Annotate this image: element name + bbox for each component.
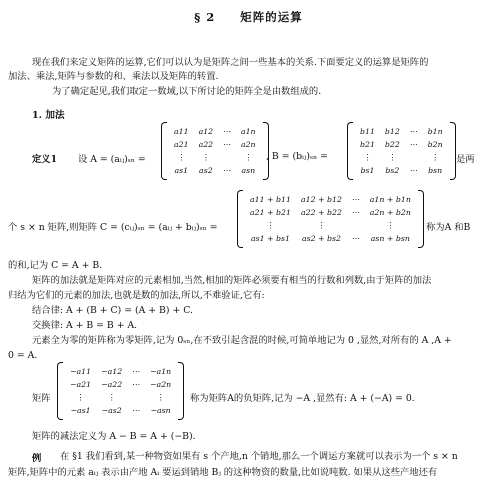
matrix-a-entry: a12 xyxy=(198,126,214,136)
matrix-a-entry: a2n xyxy=(240,139,256,149)
matrix-n-entry: −a21 xyxy=(70,379,92,389)
matrix-c xyxy=(236,190,425,252)
matrix-n-entry: ⋮ xyxy=(76,392,85,402)
matrix-c-entry: a12 + b12 xyxy=(300,194,342,204)
matrix-a-entry: a11 xyxy=(174,126,189,136)
definition-a-text: 设 A = (aᵢⱼ)ₛₙ = xyxy=(78,154,146,165)
matrix-a-entry: as2 xyxy=(199,165,213,175)
negative-matrix-prefix: 矩阵 xyxy=(32,393,51,404)
example-label: 例 xyxy=(32,453,42,464)
matrix-c-entry: ⋯ xyxy=(351,194,360,204)
sum-matrix-intro: 个 s × n 矩阵,则矩阵 C = (cᵢⱼ)ₛₙ = (aᵢⱼ + bᵢⱼ)ₛₙ = xyxy=(8,222,218,233)
definition-tail: 是两 xyxy=(456,154,475,165)
matrix-c-entry: as2 + bs2 xyxy=(301,233,341,243)
matrix-c-entry: a22 + b22 xyxy=(300,207,342,217)
matrix-a-entry: a22 xyxy=(198,139,214,149)
example-line-2: 矩阵,矩阵中的元素 aᵢⱼ 表示由产地 Aᵢ 要运到销地 Bⱼ 的这种物资的数量,比如说吨数. 如果从这些产地还有 xyxy=(8,467,438,478)
body-line-2: 归结为它们的元素的加法,也就是数的加法,所以,不难验证,它有: xyxy=(8,290,265,301)
matrix-a-entry: ⋮ xyxy=(244,152,253,162)
page-title: § 2 矩阵的运算 xyxy=(194,10,303,24)
matrix-c-entry xyxy=(347,219,365,232)
matrix-n-entry: −as2 xyxy=(101,405,122,415)
matrix-b-entry: b11 xyxy=(360,126,375,136)
commutative-law: 交换律: A + B = B + A. xyxy=(32,320,138,331)
matrix-n-entry: −a1n xyxy=(150,366,172,376)
matrix-c-entry: a21 + b21 xyxy=(250,207,291,217)
matrix-a-entry: ⋯ xyxy=(223,139,231,149)
intro-paragraph-2: 为了确定起见,我们取定一数域,以下所讨论的矩阵全是由数组成的. xyxy=(52,86,322,97)
matrix-b-entry: ⋮ xyxy=(388,152,397,162)
matrix-b xyxy=(346,122,457,184)
matrix-b-entry: b22 xyxy=(384,139,400,149)
matrix-c-entry: a1n + b1n xyxy=(369,194,411,204)
zero-matrix-line-1: 元素全为零的矩阵称为零矩阵,记为 0ₛₙ,在不致引起含混的时候,可简单地记为 0 ,显然,对所有的 A ,A + xyxy=(32,335,452,346)
matrix-n-entry: −a11 xyxy=(70,366,92,376)
matrix-a-entry: a21 xyxy=(174,139,189,149)
matrix-b-entry: b12 xyxy=(384,126,400,136)
matrix-n-entry: ⋮ xyxy=(156,392,165,402)
matrix-c-entry: ⋮ xyxy=(266,220,275,230)
matrix-n-entry: ⋯ xyxy=(132,379,141,389)
subtraction-definition: 矩阵的减法定义为 A − B = A + (−B). xyxy=(32,431,196,442)
matrix-negative xyxy=(56,362,185,424)
matrix-c-entry: a2n + b2n xyxy=(369,207,411,217)
matrix-b-entry: b2n xyxy=(427,139,443,149)
matrix-a-entry: as1 xyxy=(174,165,189,175)
matrix-c-entry: ⋯ xyxy=(351,233,360,243)
section-heading-addition: 1. 加法 xyxy=(32,110,65,121)
matrix-b-entry: bs2 xyxy=(385,165,400,175)
matrix-n-entry: −a12 xyxy=(101,366,123,376)
matrix-b-entry: b1n xyxy=(427,126,443,136)
matrix-b-entry: ⋯ xyxy=(409,139,418,149)
definition-b-text: , B = (bᵢⱼ)ₛₙ = xyxy=(266,151,328,162)
matrix-a-entry xyxy=(218,151,236,164)
matrix-n-entry: −as1 xyxy=(70,405,91,415)
matrix-b-entry: ⋮ xyxy=(431,152,440,162)
matrix-a-entry: ⋮ xyxy=(177,152,186,162)
matrix-n-entry: −asn xyxy=(150,405,171,415)
matrix-n-entry: ⋮ xyxy=(107,392,116,402)
body-line-1: 矩阵的加法就是矩阵对应的元素相加,当然,相加的矩阵必须要有相当的行数和列数,由于矩阵的加法 xyxy=(32,275,432,286)
sum-matrix-called: 称为A 和B xyxy=(426,222,471,233)
matrix-a xyxy=(160,122,270,184)
definition-label: 定义1 xyxy=(32,154,58,165)
negative-matrix-text: 称为矩阵A的负矩阵,记为 −A ,显然有: A + (−A) = 0. xyxy=(190,393,415,404)
matrix-b-entry xyxy=(405,151,423,164)
matrix-b-entry: bsn xyxy=(428,165,443,175)
zero-matrix-line-2: 0 = A. xyxy=(8,350,38,361)
matrix-a-entry: ⋯ xyxy=(223,126,231,136)
matrix-c-entry: a11 + b11 xyxy=(250,194,291,204)
matrix-c-entry: as1 + bs1 xyxy=(250,233,291,243)
matrix-a-entry: a1n xyxy=(240,126,256,136)
intro-paragraph-1-line-1: 现在我们来定义矩阵的运算,它们可以认为是矩阵之间一些基本的关系.下面要定义的运算是矩阵的 xyxy=(32,57,429,68)
matrix-c-entry: ⋮ xyxy=(317,220,326,230)
intro-paragraph-1-line-2: 加法、乘法,矩阵与参数的和、乘法以及矩阵的转置. xyxy=(8,71,219,82)
matrix-b-entry: ⋯ xyxy=(409,165,418,175)
matrix-a-entry: asn xyxy=(241,165,256,175)
example-line-1: 在 §1 我们看到,某一种物资如果有 s 个产地,n 个销地,那么一个调运方案就可以表示为一个 s × n xyxy=(60,451,458,462)
matrix-b-entry: ⋯ xyxy=(409,126,418,136)
matrix-n-entry: −a2n xyxy=(150,379,172,389)
matrix-a-entry: ⋯ xyxy=(223,165,231,175)
matrix-n-entry: ⋯ xyxy=(132,366,141,376)
sum-notation: 的和,记为 C = A + B. xyxy=(8,260,103,271)
matrix-b-entry: b21 xyxy=(360,139,375,149)
matrix-c-entry: ⋯ xyxy=(351,207,360,217)
matrix-n-entry xyxy=(127,391,145,404)
matrix-c-entry: asn + bsn xyxy=(370,233,410,243)
matrix-b-entry: bs1 xyxy=(360,165,375,175)
matrix-c-entry: ⋮ xyxy=(386,220,395,230)
matrix-n-entry: ⋯ xyxy=(132,405,141,415)
associative-law: 结合律: A + (B + C) = (A + B) + C. xyxy=(32,305,193,316)
matrix-a-entry: ⋮ xyxy=(201,152,210,162)
matrix-n-entry: −a22 xyxy=(101,379,123,389)
matrix-b-entry: ⋮ xyxy=(363,152,372,162)
